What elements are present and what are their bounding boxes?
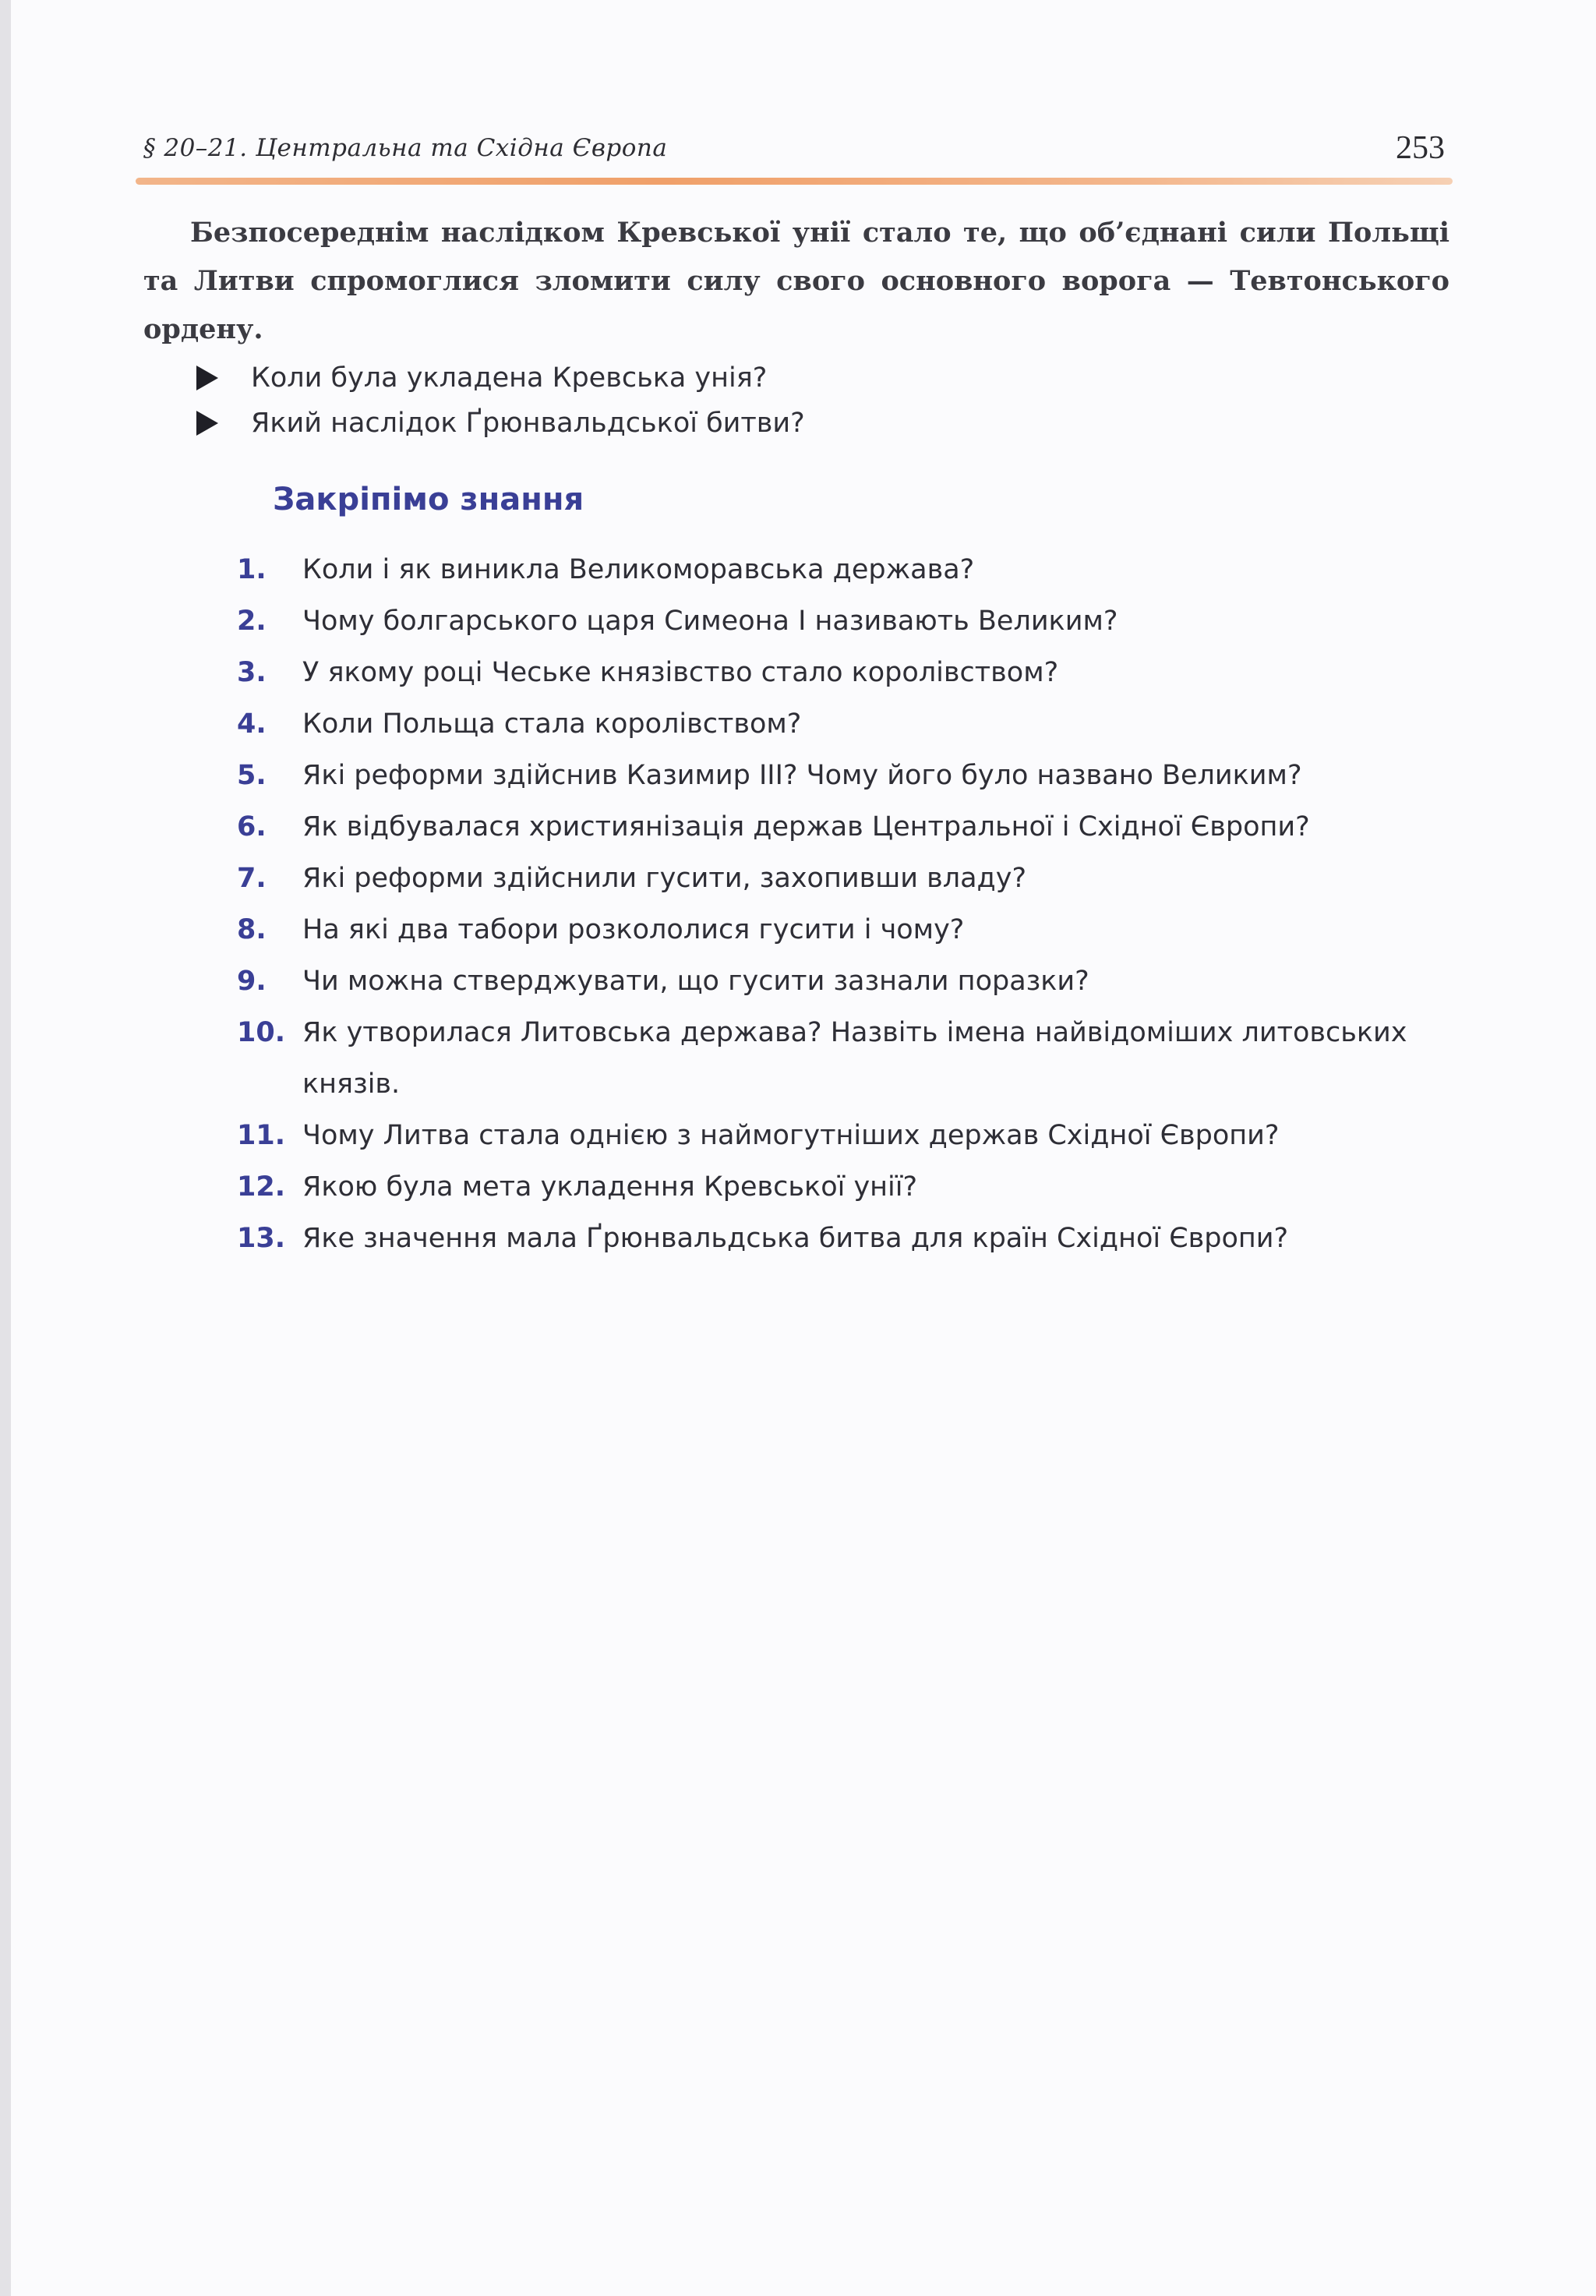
list-item bbox=[237, 1007, 1453, 1110]
question-number: 2. bbox=[237, 606, 267, 637]
question-number: 7. bbox=[237, 863, 267, 894]
question-text: Чому болгарського царя Симеона І називають Великим? bbox=[302, 606, 1118, 637]
running-title: § 20–21. Центральна та Східна Європа bbox=[143, 134, 668, 162]
question-text: Які реформи здійснив Казимир III? Чому його було названо Великим? bbox=[302, 760, 1302, 791]
question-number: 1. bbox=[237, 554, 267, 585]
review-question-text: Коли була укладена Кревська унія? bbox=[251, 362, 768, 394]
review-questions bbox=[196, 355, 805, 446]
list-item bbox=[237, 955, 1453, 1007]
triangle-bullet-icon bbox=[196, 411, 218, 436]
list-item bbox=[237, 904, 1453, 955]
review-question-text: Який наслідок Ґрюнвальдської битви? bbox=[251, 408, 805, 439]
question-text: Коли і як виникла Великоморавська держава? bbox=[302, 554, 975, 585]
question-text: Як відбувалася християнізація держав Центральної і Східної Європи? bbox=[302, 811, 1310, 842]
list-item bbox=[237, 595, 1453, 647]
list-item bbox=[237, 750, 1453, 801]
question-number: 5. bbox=[237, 760, 267, 791]
question-text: Коли Польща стала королівством? bbox=[302, 708, 802, 740]
question-text: У якому році Чеське князівство стало королівством? bbox=[302, 657, 1059, 688]
question-text: Якою була мета укладення Кревської унії? bbox=[302, 1171, 918, 1203]
list-item bbox=[237, 544, 1453, 595]
list-item bbox=[237, 1213, 1453, 1264]
list-item bbox=[237, 801, 1453, 853]
question-number: 13. bbox=[237, 1223, 286, 1254]
question-number: 6. bbox=[237, 811, 267, 842]
question-number: 4. bbox=[237, 708, 267, 740]
list-item bbox=[237, 1161, 1453, 1213]
question-number: 3. bbox=[237, 657, 267, 688]
list-item bbox=[237, 853, 1453, 904]
question-text: На які два табори розкололися гусити і чому? bbox=[302, 914, 965, 945]
list-item bbox=[237, 698, 1453, 750]
question-text: Чому Литва стала однією з наймогутніших держав Східної Європи? bbox=[302, 1120, 1280, 1151]
question-text: Як утворилася Литовська держава? Назвіть імена найвідоміших литовських князів. bbox=[302, 1017, 1407, 1100]
header-divider bbox=[136, 178, 1453, 185]
question-number: 8. bbox=[237, 914, 267, 945]
question-number: 11. bbox=[237, 1120, 286, 1151]
body-paragraph: Безпосереднім наслідком Кревської унії стало те, що об’єднані сили Польщі та Литви спромоглися зломити силу свого основного ворога — Тевтонського ордену. bbox=[143, 217, 1449, 345]
question-list bbox=[237, 544, 1453, 1264]
triangle-bullet-icon bbox=[196, 366, 218, 390]
running-head bbox=[143, 131, 1445, 170]
review-question bbox=[196, 401, 805, 446]
section-heading: Закріпімо знання bbox=[273, 482, 584, 517]
question-text: Які реформи здійснили гусити, захопивши владу? bbox=[302, 863, 1027, 894]
question-number: 10. bbox=[237, 1017, 286, 1048]
list-item bbox=[237, 647, 1453, 698]
page-number: 253 bbox=[1396, 130, 1445, 166]
question-text: Чи можна стверджувати, що гусити зазнали поразки? bbox=[302, 966, 1089, 997]
question-text: Яке значення мала Ґрюнвальдська битва для країн Східної Європи? bbox=[302, 1223, 1289, 1254]
question-number: 9. bbox=[237, 966, 267, 997]
list-item bbox=[237, 1110, 1453, 1161]
review-question bbox=[196, 355, 805, 401]
question-number: 12. bbox=[237, 1171, 286, 1203]
